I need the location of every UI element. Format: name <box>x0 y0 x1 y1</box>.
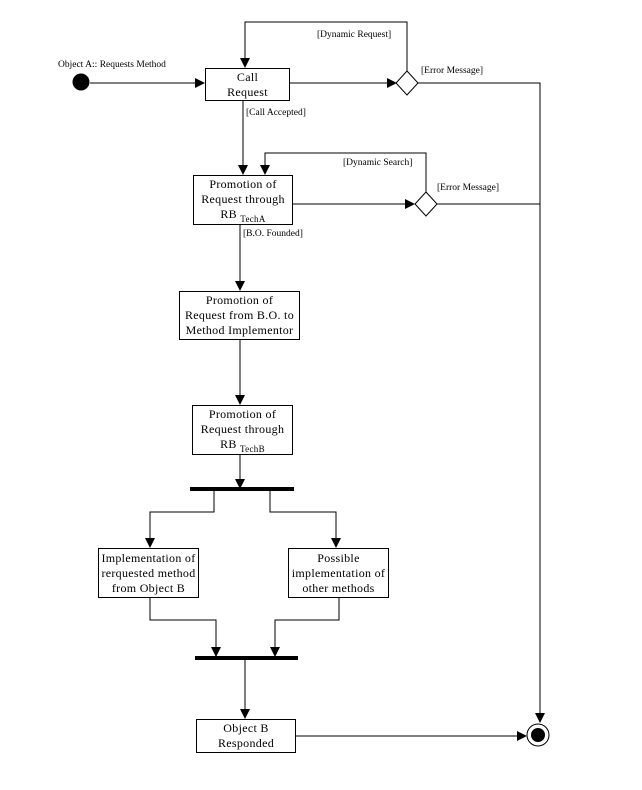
initial-node <box>73 74 90 91</box>
activity-call-request <box>205 68 290 101</box>
responded-line-2: Responded <box>217 736 275 750</box>
promotion-b-rb-line <box>220 437 265 453</box>
promotion-bo-line-2: Request from B.O. to <box>185 308 294 322</box>
guard-error-message-2: [Error Message] <box>437 183 499 193</box>
promotion-a-rb: RB <box>220 207 237 221</box>
guard-error-message-1: [Error Message] <box>421 66 483 76</box>
join-bar <box>195 656 298 660</box>
flow-error-1-to-end <box>418 83 540 722</box>
guard-bo-founded: [B.O. Founded] <box>243 229 303 239</box>
implementation-line-1: Implementation of <box>101 550 196 565</box>
activity-possible-implementation <box>288 548 389 598</box>
promotion-a-rb-line <box>220 207 265 223</box>
promotion-bo-line-1: Promotion of <box>205 293 274 307</box>
promotion-b-rb: RB <box>220 437 237 451</box>
implementation-line-3: from Object B <box>111 580 186 595</box>
implementation-line-2: rerquested method <box>101 565 196 580</box>
responded-line-1: Object B <box>223 721 269 735</box>
guard-dynamic-request: [Dynamic Request] <box>317 30 392 40</box>
activity-implementation <box>98 548 199 598</box>
call-request-line-1: Call <box>236 69 259 84</box>
decision-node-2 <box>415 192 437 216</box>
guard-dynamic-search: [Dynamic Search] <box>343 158 413 168</box>
flow-possible-to-join <box>275 598 339 656</box>
possible-line-3: other methods <box>302 580 375 595</box>
guard-call-accepted: [Call Accepted] <box>246 108 306 118</box>
possible-line-2: implementation of <box>291 565 386 580</box>
promotion-bo-line-3: Method Implementor <box>185 323 294 337</box>
flow-fork-to-possible <box>270 490 336 547</box>
decision-node-1 <box>396 71 418 95</box>
final-node-core <box>531 728 545 742</box>
possible-line-1: Possible <box>317 550 360 565</box>
promotion-b-line-1: Promotion of <box>208 407 277 421</box>
activity-promotion-techa <box>193 175 293 225</box>
promotion-b-line-2: Request through <box>200 422 285 436</box>
promotion-a-line-2: Request through <box>201 192 285 206</box>
activity-promotion-techb <box>192 405 293 455</box>
call-request-line-2: Request <box>227 84 268 99</box>
start-label: Object A:: Requests Method <box>58 60 166 70</box>
promotion-b-subscript: TechB <box>240 444 265 454</box>
flow-fork-to-implementation <box>150 490 214 547</box>
activity-object-b-responded <box>196 719 296 753</box>
fork-bar <box>190 487 294 491</box>
flow-implementation-to-join <box>150 598 216 656</box>
promotion-a-subscript: TechA <box>240 214 266 224</box>
activity-promotion-bo <box>179 291 300 340</box>
promotion-a-line-1: Promotion of <box>209 177 277 191</box>
